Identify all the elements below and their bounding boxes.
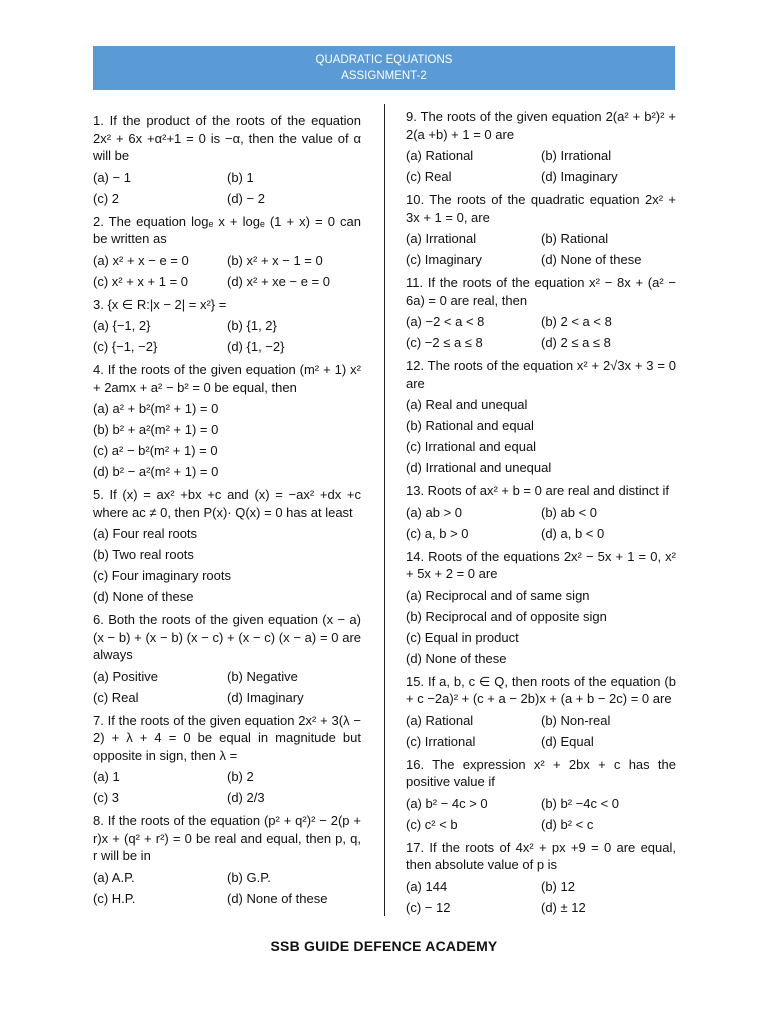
question-item bbox=[406, 274, 676, 355]
option-list bbox=[406, 504, 676, 546]
question-item bbox=[406, 756, 676, 837]
answer-option: (d) x² + xe − e = 0 bbox=[227, 273, 330, 289]
column-divider bbox=[384, 104, 385, 916]
answer-option: (b) 2 bbox=[227, 769, 254, 784]
question-item bbox=[406, 482, 676, 546]
answer-option: (c) Four imaginary roots bbox=[93, 568, 231, 583]
answer-option: (c) H.P. bbox=[93, 890, 136, 906]
question-item bbox=[93, 611, 361, 710]
answer-option: (d) None of these bbox=[541, 252, 642, 267]
answer-option: (a) − 1 bbox=[93, 169, 131, 185]
question-item bbox=[93, 296, 361, 360]
answer-option: (c) − 12 bbox=[406, 899, 451, 915]
answer-option: (d) a, b < 0 bbox=[541, 525, 605, 541]
answer-option: (c) Imaginary bbox=[406, 252, 482, 267]
option-list bbox=[93, 400, 361, 484]
answer-option: (a) Positive bbox=[93, 668, 159, 684]
answer-option: (a) ab > 0 bbox=[406, 504, 463, 520]
answer-option: (b) b² + a²(m² + 1) = 0 bbox=[93, 422, 219, 437]
answer-option: (d) None of these bbox=[406, 650, 507, 666]
answer-option: (d) Imaginary bbox=[541, 169, 618, 184]
question-item bbox=[406, 191, 676, 272]
question-text: 9. The roots of the given equation 2(a² + b²)² + 2(a +b) + 1 = 0 are bbox=[406, 109, 676, 142]
option-list bbox=[93, 252, 361, 294]
option-list bbox=[406, 712, 676, 754]
question-item bbox=[93, 213, 361, 294]
right-column bbox=[406, 108, 676, 922]
option-list bbox=[93, 768, 361, 810]
title-banner bbox=[93, 46, 675, 90]
answer-option: (b) G.P. bbox=[227, 869, 271, 885]
question-item bbox=[406, 673, 676, 754]
answer-option: (b) 1 bbox=[227, 169, 254, 185]
answer-option: (a) Four real roots bbox=[93, 526, 198, 541]
question-item bbox=[406, 108, 676, 189]
answer-option: (c) −2 ≤ a ≤ 8 bbox=[406, 335, 483, 350]
question-text: 11. If the roots of the equation x² − 8x + (a² − 6a) = 0 are real, then bbox=[406, 275, 676, 308]
option-list bbox=[93, 317, 361, 359]
answer-option: (a) b² − 4c > 0 bbox=[406, 795, 488, 811]
answer-option: (c) Irrational and equal bbox=[406, 439, 537, 454]
question-item bbox=[93, 361, 361, 484]
question-item bbox=[93, 712, 361, 811]
answer-option: (d) 2 ≤ a ≤ 8 bbox=[541, 335, 611, 350]
answer-option: (c) Equal in product bbox=[406, 629, 519, 645]
answer-option: (d) {1, −2} bbox=[227, 339, 285, 354]
footer-academy-name: SSB GUIDE DEFENCE ACADEMY bbox=[270, 938, 498, 954]
answer-option: (b) Non-real bbox=[541, 712, 611, 728]
answer-option: (a) Real and unequal bbox=[406, 397, 528, 412]
question-text: 15. If a, b, c ∈ Q, then roots of the equation (b + c −2a)² + (c + a − 2b)x + (a + b − 2c) = 0 are bbox=[406, 673, 676, 706]
question-item bbox=[406, 548, 676, 671]
answer-option: (c) Real bbox=[93, 689, 139, 705]
option-list bbox=[93, 525, 361, 609]
option-list bbox=[406, 587, 676, 671]
option-list bbox=[93, 668, 361, 710]
question-item bbox=[93, 112, 361, 211]
option-list bbox=[93, 869, 361, 911]
answer-option: (c) a, b > 0 bbox=[406, 525, 469, 541]
question-text: 2. The equation logₑ x + logₑ (1 + x) = 0 can be written as bbox=[93, 213, 361, 246]
answer-option: (b) Rational bbox=[541, 231, 609, 246]
answer-option: (b) 12 bbox=[541, 878, 575, 894]
answer-option: (d) Equal bbox=[541, 733, 594, 749]
question-text: 1. If the product of the roots of the equation 2x² + 6x +α²+1 = 0 is −α, then the value of α will be bbox=[93, 113, 361, 163]
answer-option: (d) b² − a²(m² + 1) = 0 bbox=[93, 464, 219, 479]
page-title: QUADRATIC EQUATIONS bbox=[315, 54, 453, 66]
question-text: 13. Roots of ax² + b = 0 are real and distinct if bbox=[406, 483, 670, 498]
answer-option: (b) {1, 2} bbox=[227, 318, 277, 333]
answer-option: (a) 144 bbox=[406, 878, 448, 894]
option-list bbox=[406, 396, 676, 480]
answer-option: (a) 1 bbox=[93, 769, 120, 784]
answer-option: (c) a² − b²(m² + 1) = 0 bbox=[93, 443, 218, 458]
answer-option: (a) Rational bbox=[406, 712, 474, 728]
answer-option: (a) a² + b²(m² + 1) = 0 bbox=[93, 401, 219, 416]
answer-option: (c) 3 bbox=[93, 790, 119, 805]
answer-option: (c) Real bbox=[406, 169, 452, 184]
answer-option: (d) 2/3 bbox=[227, 790, 265, 805]
question-item bbox=[406, 839, 676, 920]
question-item bbox=[406, 357, 676, 480]
answer-option: (c) Irrational bbox=[406, 733, 476, 749]
answer-option: (d) − 2 bbox=[227, 190, 265, 206]
question-item bbox=[93, 486, 361, 609]
answer-option: (a) Irrational bbox=[406, 231, 477, 246]
question-text: 17. If the roots of 4x² + px +9 = 0 are equal, then absolute value of p is bbox=[406, 839, 676, 872]
left-column bbox=[93, 112, 361, 913]
answer-option: (c) x² + x + 1 = 0 bbox=[93, 273, 189, 289]
answer-option: (b) Two real roots bbox=[93, 547, 194, 562]
page-subtitle: ASSIGNMENT-2 bbox=[341, 70, 427, 82]
question-text: 14. Roots of the equations 2x² − 5x + 1 = 0, x² + 5x + 2 = 0 are bbox=[406, 548, 676, 581]
question-item bbox=[93, 812, 361, 911]
question-text: 7. If the roots of the given equation 2x² + 3(λ − 2) + λ + 4 = 0 be equal in magnitude but opposite in sign, then λ = bbox=[93, 712, 361, 763]
option-list bbox=[406, 230, 676, 272]
answer-option: (a) Reciprocal and of same sign bbox=[406, 587, 590, 603]
question-text: 3. {x ∈ R:|x − 2| = x²} = bbox=[93, 296, 227, 312]
answer-option: (d) Imaginary bbox=[227, 689, 304, 705]
option-list bbox=[406, 313, 676, 355]
answer-option: (a) A.P. bbox=[93, 869, 135, 885]
answer-option: (d) None of these bbox=[93, 589, 194, 604]
question-text: 4. If the roots of the given equation (m² + 1) x² + 2amx + a² − b² = 0 be equal, then bbox=[93, 362, 361, 395]
answer-option: (d) ± 12 bbox=[541, 899, 586, 915]
answer-option: (d) None of these bbox=[227, 890, 328, 906]
option-list bbox=[406, 147, 676, 189]
answer-option: (b) Negative bbox=[227, 668, 298, 684]
answer-option: (b) ab < 0 bbox=[541, 504, 598, 520]
question-text: 6. Both the roots of the given equation (x − a) (x − b) + (x − b) (x − c) + (x − c) (x − a) = 0 are always bbox=[93, 612, 361, 662]
option-list bbox=[93, 169, 361, 211]
answer-option: (c) {−1, −2} bbox=[93, 339, 158, 354]
option-list bbox=[406, 795, 676, 837]
answer-option: (a) −2 < a < 8 bbox=[406, 314, 485, 329]
answer-option: (c) c² < b bbox=[406, 816, 458, 832]
answer-option: (b) Irrational bbox=[541, 148, 612, 163]
question-text: 5. If (x) = ax² +bx +c and (x) = −ax² +dx +c where ac ≠ 0, then P(x)· Q(x) = 0 has at least bbox=[93, 487, 361, 520]
answer-option: (b) b² −4c < 0 bbox=[541, 795, 620, 811]
question-text: 12. The roots of the equation x² + 2√3x + 3 = 0 are bbox=[406, 358, 676, 391]
option-list bbox=[406, 878, 676, 920]
question-text: 8. If the roots of the equation (p² + q²)² − 2(p + r)x + (q² + r²) = 0 be real and equal, then p, q, r will be in bbox=[93, 813, 361, 863]
answer-option: (a) Rational bbox=[406, 148, 474, 163]
answer-option: (d) b² < c bbox=[541, 816, 594, 832]
answer-option: (b) 2 < a < 8 bbox=[541, 314, 612, 329]
answer-option: (b) Rational and equal bbox=[406, 418, 534, 433]
question-text: 16. The expression x² + 2bx + c has the positive value if bbox=[406, 756, 676, 789]
answer-option: (a) {−1, 2} bbox=[93, 318, 151, 333]
answer-option: (b) Reciprocal and of opposite sign bbox=[406, 608, 607, 624]
answer-option: (b) x² + x − 1 = 0 bbox=[227, 252, 323, 268]
answer-option: (d) Irrational and unequal bbox=[406, 460, 552, 475]
answer-option: (a) x² + x − e = 0 bbox=[93, 252, 189, 268]
question-text: 10. The roots of the quadratic equation 2x² + 3x + 1 = 0, are bbox=[406, 192, 676, 225]
answer-option: (c) 2 bbox=[93, 190, 119, 206]
